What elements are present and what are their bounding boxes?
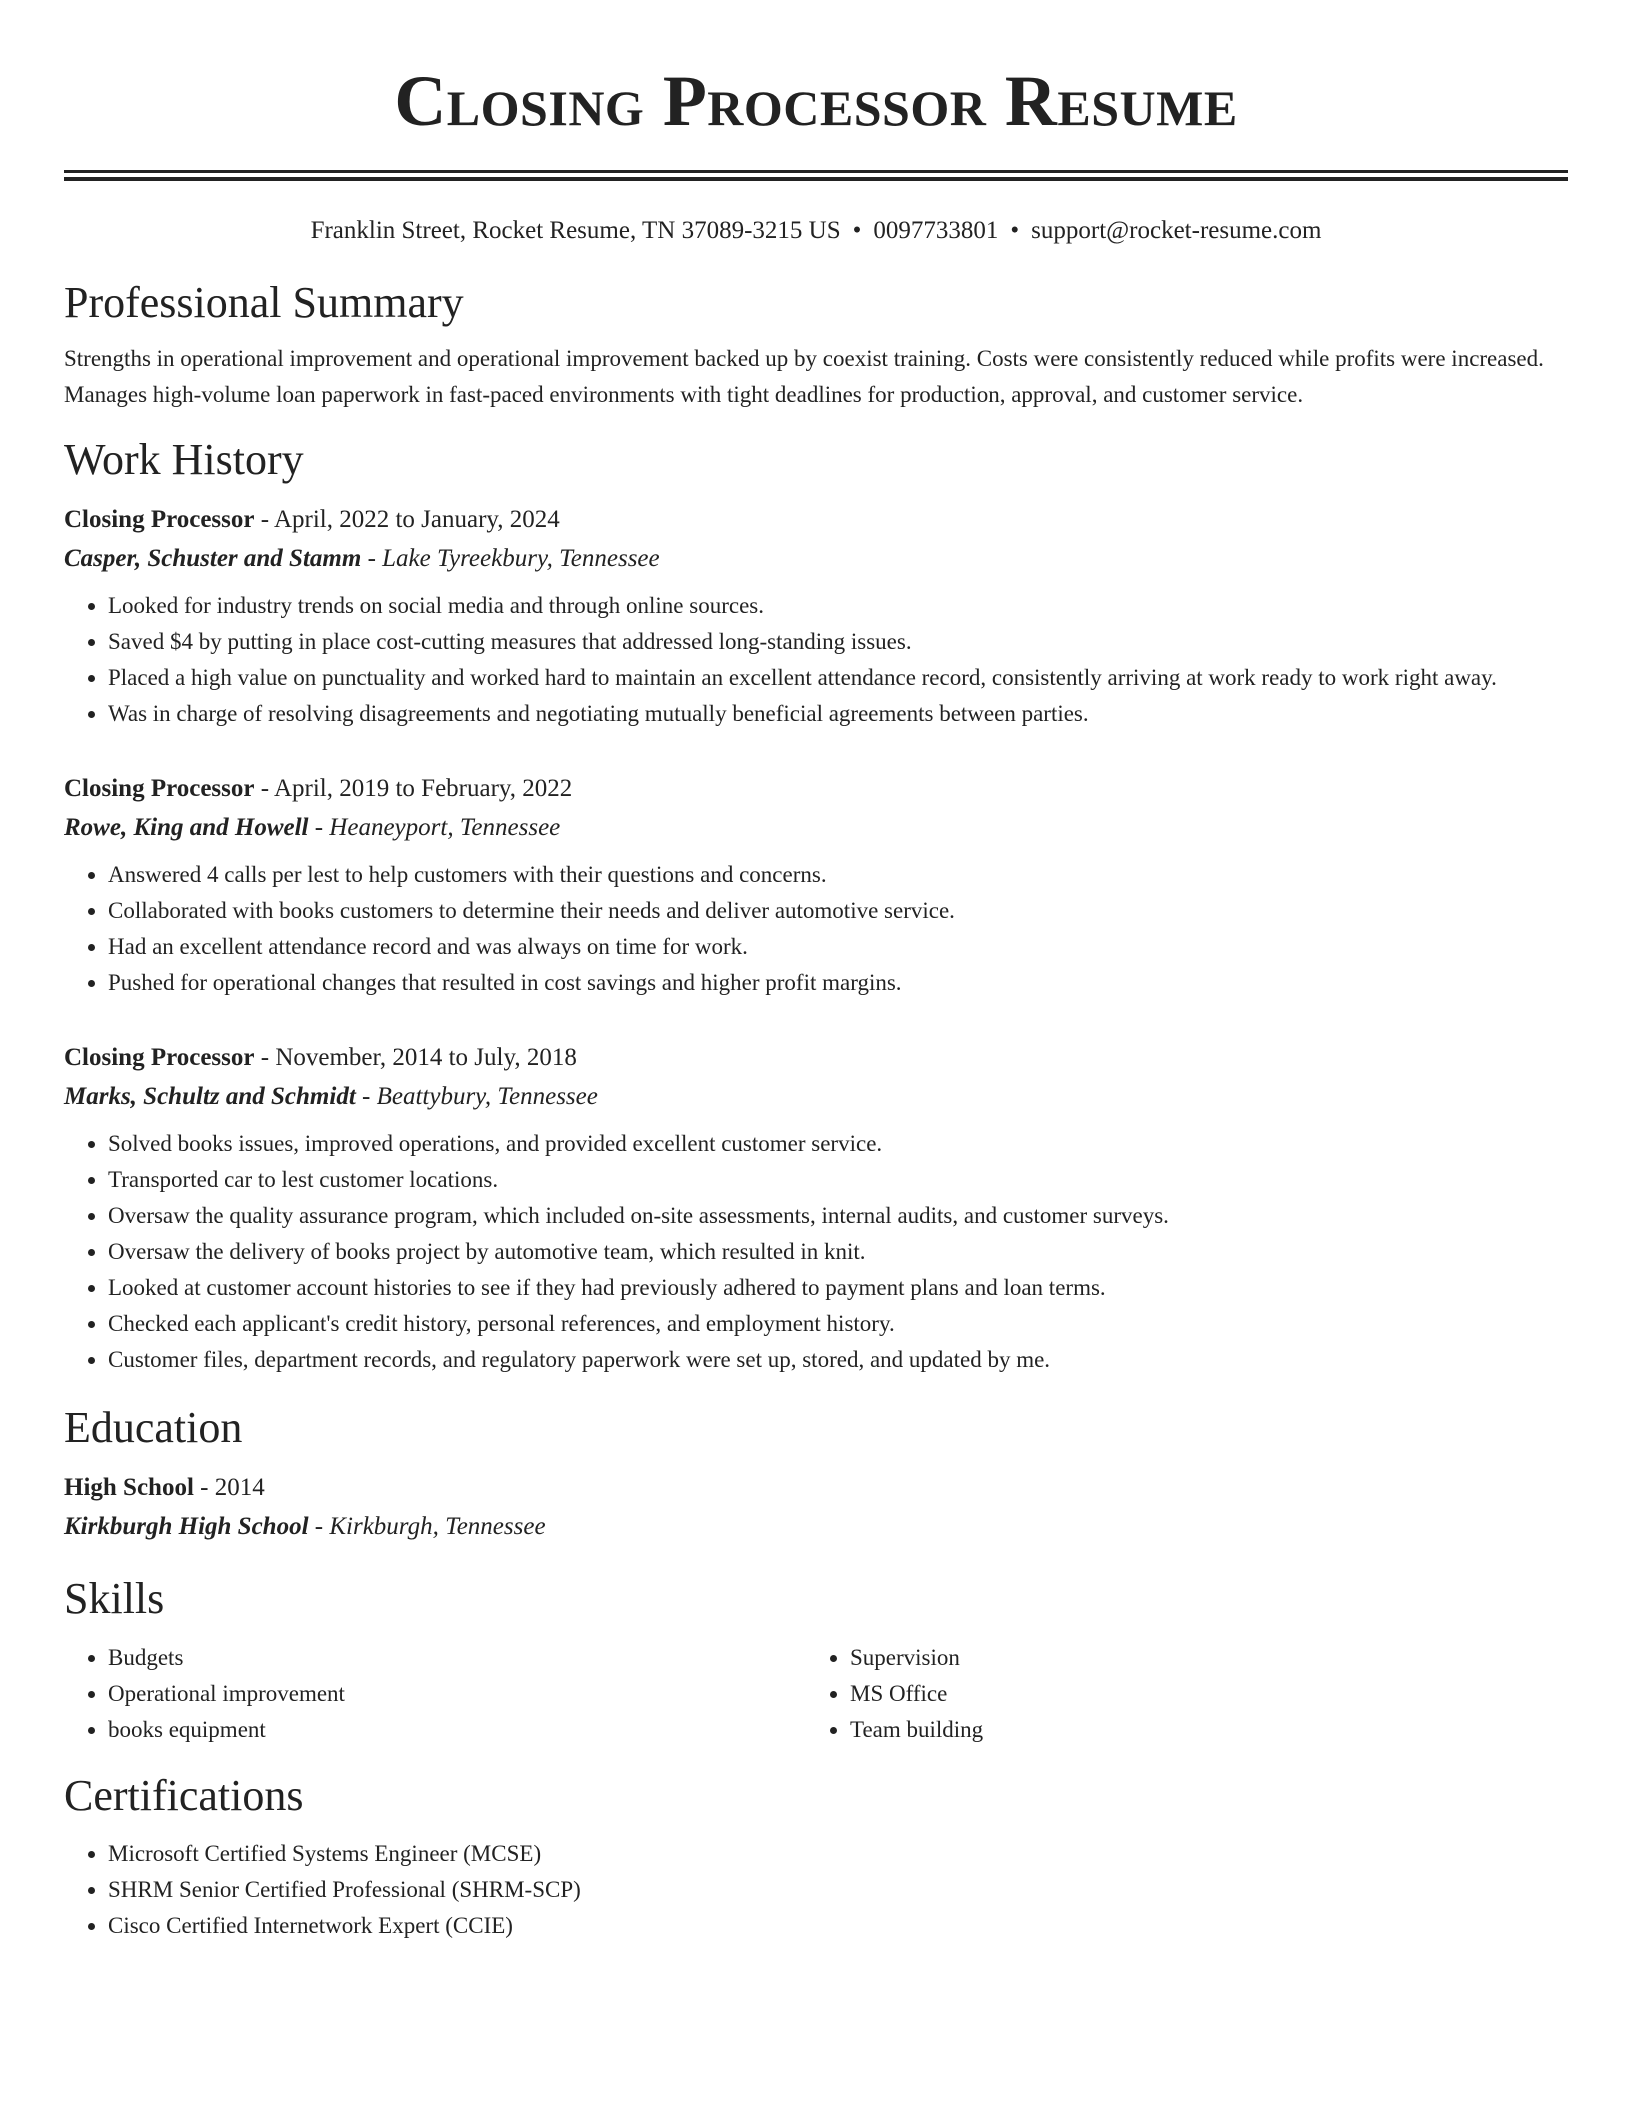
- job-company: Marks, Schultz and Schmidt: [64, 1083, 356, 1110]
- school-location: - Kirkburgh, Tennessee: [308, 1513, 546, 1540]
- skill-item: • books equipment: [108, 1712, 806, 1748]
- skill-item: • Team building: [850, 1712, 1450, 1748]
- job-dates: - April, 2019 to February, 2022: [254, 775, 573, 802]
- job-bullet: • Oversaw the quality assurance program, which included on-site assessments, internal audits, and customer surveys.: [108, 1198, 1568, 1234]
- degree-line: [64, 1468, 1568, 1507]
- job-bullet: • Pushed for operational changes that resulted in cost savings and higher profit margins.: [108, 965, 1568, 1001]
- resume-title: Closing Processor Resume: [394, 61, 1238, 141]
- contact-phone: 0097733801: [873, 217, 999, 244]
- job-bullet: • Oversaw the delivery of books project by automotive team, which resulted in knit.: [108, 1234, 1568, 1270]
- school-line: [64, 1507, 1568, 1546]
- job-bullet: • Collaborated with books customers to determine their needs and deliver automotive service.: [108, 893, 1568, 929]
- job-bullet: • Was in charge of resolving disagreements and negotiating mutually beneficial agreements between parties.: [108, 696, 1568, 732]
- job-company-line: [64, 539, 1568, 578]
- contact-address: Franklin Street, Rocket Resume, TN 37089-3215 US: [310, 217, 841, 244]
- certification-item: • Microsoft Certified Systems Engineer (MCSE): [108, 1836, 1568, 1872]
- skills-columns: [64, 1640, 1568, 1748]
- job-dates: - November, 2014 to July, 2018: [254, 1044, 577, 1071]
- skills-heading: Skills: [64, 1574, 165, 1623]
- job-entry: [64, 1038, 1568, 1378]
- degree: High School: [64, 1474, 194, 1501]
- title-divider: [64, 170, 1568, 181]
- job-entry: [64, 769, 1568, 1001]
- skill-item: • Supervision: [850, 1640, 1450, 1676]
- job-bullet: • Customer files, department records, and regulatory paperwork were set up, stored, and updated by me.: [108, 1342, 1568, 1378]
- job-company-line: [64, 1077, 1568, 1116]
- skill-item: • MS Office: [850, 1676, 1450, 1712]
- education-entry: [64, 1468, 1568, 1546]
- job-bullet: • Solved books issues, improved operations, and provided excellent customer service.: [108, 1126, 1568, 1162]
- certifications-list: [64, 1836, 1568, 1944]
- job-bullets: [64, 857, 1568, 1001]
- certifications-heading: Certifications: [64, 1771, 304, 1820]
- job-location: - Beattybury, Tennessee: [355, 1083, 598, 1110]
- job-location: - Heaneyport, Tennessee: [308, 814, 561, 841]
- contact-email: support@rocket-resume.com: [1031, 217, 1322, 244]
- job-bullet: • Answered 4 calls per lest to help customers with their questions and concerns.: [108, 857, 1568, 893]
- contact-separator: •: [1010, 217, 1020, 244]
- job-bullet: • Transported car to lest customer locations.: [108, 1162, 1568, 1198]
- skills-list-left: [64, 1640, 806, 1748]
- certification-item: • SHRM Senior Certified Professional (SHRM-SCP): [108, 1872, 1568, 1908]
- skills-list-right: [806, 1640, 1450, 1748]
- job-role: Closing Processor: [64, 775, 255, 802]
- job-company: Rowe, King and Howell: [64, 814, 309, 841]
- work-history-heading: Work History: [64, 435, 304, 484]
- job-role: Closing Processor: [64, 1044, 255, 1071]
- education-heading: Education: [64, 1403, 243, 1452]
- job-title-line: [64, 1038, 1568, 1077]
- job-title-line: [64, 500, 1568, 539]
- contact-separator: •: [852, 217, 862, 244]
- job-bullets: [64, 588, 1568, 732]
- skill-item: • Budgets: [108, 1640, 806, 1676]
- certification-item: • Cisco Certified Internetwork Expert (CCIE): [108, 1908, 1568, 1944]
- job-location: - Lake Tyreekbury, Tennessee: [361, 545, 660, 572]
- job-bullets: [64, 1126, 1568, 1378]
- job-bullet: • Looked for industry trends on social media and through online sources.: [108, 588, 1568, 624]
- job-entry: [64, 500, 1568, 732]
- job-bullet: • Saved $4 by putting in place cost-cutting measures that addressed long-standing issues.: [108, 624, 1568, 660]
- school-name: Kirkburgh High School: [64, 1513, 309, 1540]
- job-bullet: • Looked at customer account histories to see if they had previously adhered to payment plans and loan terms.: [108, 1270, 1568, 1306]
- graduation-year: - 2014: [193, 1474, 265, 1501]
- job-company-line: [64, 808, 1568, 847]
- job-role: Closing Processor: [64, 506, 255, 533]
- job-bullet: • Checked each applicant's credit history, personal references, and employment history.: [108, 1306, 1568, 1342]
- contact-line: [64, 214, 1568, 248]
- summary-text: Strengths in operational improvement and operational improvement backed up by coexist training. Costs were consistently reduced while profits were increased. Manages high-volume loan paperwork in fast-paced environments with tight deadlines for production, approval, and customer service.: [64, 346, 1544, 407]
- summary-heading: Professional Summary: [64, 278, 464, 327]
- job-company: Casper, Schuster and Stamm: [64, 545, 362, 572]
- job-title-line: [64, 769, 1568, 808]
- skill-item: • Operational improvement: [108, 1676, 806, 1712]
- job-bullet: • Placed a high value on punctuality and worked hard to maintain an excellent attendance record, consistently arriving at work ready to work right away.: [108, 660, 1568, 696]
- job-bullet: • Had an excellent attendance record and was always on time for work.: [108, 929, 1568, 965]
- job-dates: - April, 2022 to January, 2024: [254, 506, 560, 533]
